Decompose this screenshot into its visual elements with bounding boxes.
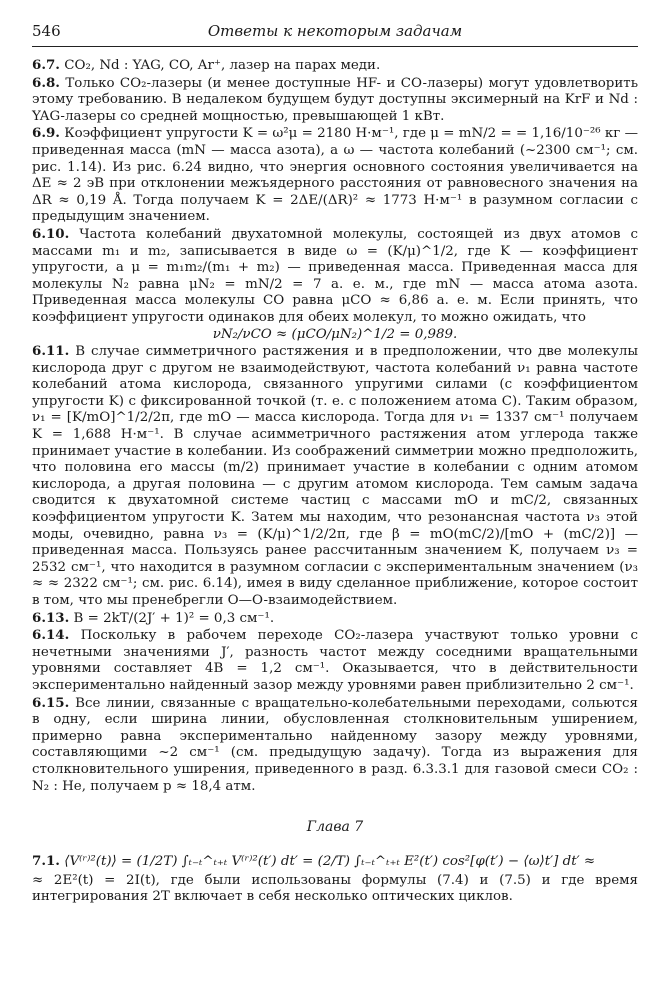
chapter-heading: Глава 7 xyxy=(306,819,364,836)
answer-number: 6.11. xyxy=(32,343,70,360)
answer-6-14 xyxy=(32,627,638,694)
answer-number: 6.7. xyxy=(32,57,60,73)
equation-line-1 xyxy=(32,850,638,873)
answer-6-7 xyxy=(32,57,638,75)
answers-body xyxy=(32,57,638,906)
answer-6-10 xyxy=(32,226,638,327)
answer-text: Только CO₂-лазеры (и менее доступные HF- и CO-лазеры) могут удовлетворить этому требованию. В недалеком будущем будут доступны эксимерный на KrF и Nd : YAG-лазеры со средней мощностью, превышающей 1 кВт. xyxy=(32,75,638,124)
answer-text: Коэффициент упругости K = ω²μ = 2180 Н·м⁻¹, где μ = mN/2 = = 1,16/10⁻²⁶ кг — приведенная масса (mN — масса азота), а ω — частота колебаний (~2300 см⁻¹; см. рис. 1.14). Из рис. 6.24 видно, что энергия основного состояния увеличивается на ΔE ≈ 2 эВ при отклонении межъядерного расстояния от равновесного значения на ΔR ≈ 0,19 Å. Тогда получаем K = 2ΔE/(ΔR)² ≈ 1773 Н·м⁻¹ в разумном согласии с предыдущим значением. xyxy=(32,126,638,225)
running-title: Ответы к некоторым задачам xyxy=(207,22,463,40)
equation-text: νN₂/νCO ≈ (μCO/μN₂)^1/2 = 0,989. xyxy=(212,326,458,342)
answer-number: 6.14. xyxy=(32,627,70,644)
equation-text: ⟨V⁽ʳ⁾²(t)⟩ = (1/2T) ∫ₜ₋ₜ^ₜ₊ₜ V⁽ʳ⁾²(t′) dt′ = (2/T) ∫ₜ₋ₜ^ₜ₊ₜ E²(t′) cos²[φ(t′) − ⟨ω⟩t′] dt′ ≈ xyxy=(64,853,596,869)
answer-6-9 xyxy=(32,125,638,226)
answer-text: B = 2kT/(2J′ + 1)² = 0,3 см⁻¹. xyxy=(73,610,275,626)
answer-text: CO₂, Nd : YAG, CO, Ar⁺, лазер на парах меди. xyxy=(64,58,381,73)
answer-text: Все линии, связанные с вращательно-колебательными переходами, сольются в одну, если ширина линии, обусловленная столкновительным уширением, примерно равна экспериментально найденному зазору между уровнями, составляющими ~2 см⁻¹ (см. предыдущую задачу). Тогда из выражения для столкновительного уширения, приведенного в разд. 6.3.3.1 для газовой смеси CO₂ : N₂ : He, получаем p ≈ 18,4 атм. xyxy=(32,695,638,794)
answer-number: 6.10. xyxy=(32,225,70,242)
answer-text: В случае симметричного растяжения и в предположении, что две молекулы кислорода друг с другом не взаимодействуют, частота колебаний ν₁ равна частоте колебаний атома кислорода, связанного упругими силами (с коэффициентом упругости K) с фиксированной точкой (т. е. с положением атома C). Таким образом, ν₁ = [K/mO]^1/2/2π, где mO — масса кислорода. Тогда для ν₁ = 1337 см⁻¹ получаем K = 1,688 Н·м⁻¹. В случае асимметричного растяжения атом углерода также принимает участие в колебании. Из соображений симметрии можно предположить, что половина его массы (m/2) принимает участие в колебании с одним атомом кислорода, а другая половина — с другим атомом кислорода. Тем самым задача сводится к двухатомной системе частиц с массами mO и mC/2, связанных коэффициентом упругости K. Затем мы находим, что резонансная частота ν₃ этой моды, очевидно, равна ν₃ = (K/μ)^1/2/2π, где β = mO(mC/2)/[mO + (mC/2)] — приведенная масса. Пользуясь ранее рассчитанным значением K, получаем ν₃ = 2532 см⁻¹, что находится в разумном согласии с экспериментальным значением (ν₃ ≈ ≈ 2322 см⁻¹; см. рис. 6.14), имея в виду сделанное приближение, которое состоит в том, что мы пренебрегли O—O-взаимодействием. xyxy=(32,344,638,608)
page-header xyxy=(32,20,638,47)
answer-7-1 xyxy=(32,850,638,906)
answer-6-13 xyxy=(32,610,638,628)
answer-number: 6.15. xyxy=(32,694,70,711)
answer-6-11 xyxy=(32,343,638,610)
answer-6-15 xyxy=(32,695,638,796)
answer-number: 6.9. xyxy=(32,125,60,142)
answer-text: Частота колебаний двухатомной молекулы, состоящей из двух атомов с массами m₁ и m₂, записывается в виде ω = (K/μ)^1/2, где K — коэффициент упругости, а μ = m₁m₂/(m₁ + m₂) — приведенная масса. Приведенная масса для молекулы N₂ равна μN₂ = mN/2 = 7 а. е. м., где mN — масса атома азота. Приведенная масса молекулы CO равна μCO ≈ 6,86 а. е. м. Если принять, что коэффициент упругости одинаков для обеих молекул, то можно ожидать, что xyxy=(32,226,638,325)
answer-number: 7.1. xyxy=(32,852,60,869)
answer-text: Поскольку в рабочем переходе CO₂-лазера участвуют только уровни с нечетными значениями J′, разность частот между соседними вращательными уровнями составляет 4B = 1,2 см⁻¹. Оказывается, что в действительности экспериментально найденный зазор между уровнями равен приблизительно 2 см⁻¹. xyxy=(32,628,638,693)
answer-6-10-equation xyxy=(32,327,638,344)
answer-6-8 xyxy=(32,75,638,126)
equation-line-2: ≈ 2E²(t) = 2I(t), где были использованы формулы (7.4) и (7.5) и где время интегрирования 2T включает в себя несколько оптических циклов. xyxy=(32,872,638,905)
answer-number: 6.8. xyxy=(32,74,60,91)
answer-number: 6.13. xyxy=(32,609,70,626)
page-number: 546 xyxy=(32,22,61,40)
